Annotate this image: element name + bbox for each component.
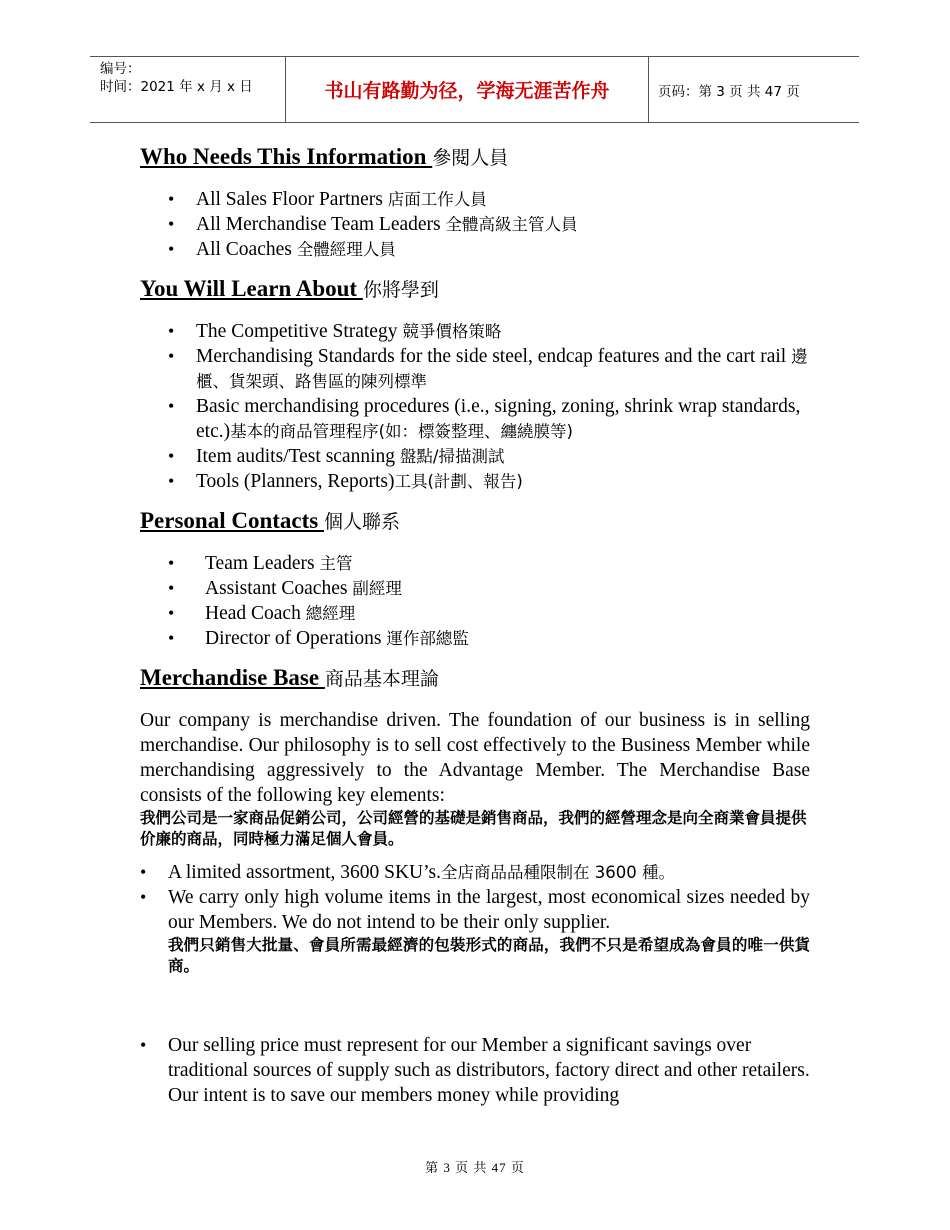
- base-paragraph-zh: 我們公司是一家商品促銷公司，公司經營的基礎是銷售商品，我們的經營理念是向全商業會員提供价廉的商品，同時極力滿足個人會員。: [140, 809, 807, 848]
- base-paragraph-en: Our company is merchandise driven. The foundation of our business is in selling merchandise. Our philosophy is to sell cost effectively to the Business Member while merchandising aggressively to the Advantage Member. The Merchandise Base consists of the following key elements:: [140, 710, 810, 806]
- section-title-base: Merchandise Base 商品基本理論: [140, 665, 439, 690]
- list-item: • All Sales Floor Partners 店面工作人員: [140, 187, 810, 212]
- page-footer: 第 3 页 共 47 页: [425, 1160, 525, 1175]
- list-item: • We carry only high volume items in the largest, most economical sizes needed by our Members. We do not intend to be their only supplier. 我們只銷售大批量、會員所需最經濟的包裝形式的商品，我們不只是希望成為會員的唯一供貨商。: [140, 885, 810, 977]
- list-item: • Merchandising Standards for the side steel, endcap features and the cart rail 邊櫃、貨架頭、路售區的陳列標準: [140, 344, 810, 394]
- list-item: • Tools (Planners, Reports)工具(計劃、報告): [140, 469, 810, 494]
- list-item: • Assistant Coaches 副經理: [140, 576, 810, 601]
- list-item: • All Coaches 全體經理人員: [140, 237, 810, 262]
- list-item: • Our selling price must represent for our Member a significant savings over traditional sources of supply such as distributors, factory direct and other retailers. Our intent is to save our members money while providing: [140, 1033, 810, 1108]
- header-meta: [90, 57, 286, 122]
- base-list-continued: [140, 1033, 810, 1108]
- list-item: • A limited assortment, 3600 SKU’s.全店商品品種限制在 3600 種。: [140, 860, 810, 885]
- list-item: • Basic merchandising procedures (i.e., signing, zoning, shrink wrap standards, etc.)基本的商品管理程序(如：標簽整理、纏繞膜等): [140, 394, 810, 444]
- list-item: • Head Coach 總經理: [140, 601, 810, 626]
- list-item: • Director of Operations 運作部總監: [140, 626, 810, 651]
- document-body: [140, 142, 810, 1120]
- document-number-label: 编号：: [100, 61, 141, 77]
- contacts-list: [140, 551, 810, 651]
- document-time-label: 时间：2021 年 x 月 x 日: [100, 79, 253, 95]
- list-item: • Item audits/Test scanning 盤點/掃描測試: [140, 444, 810, 469]
- base-list: [140, 860, 810, 977]
- section-title-learn: You Will Learn About 你將學到: [140, 276, 439, 301]
- learn-list: [140, 319, 810, 494]
- list-item: • All Merchandise Team Leaders 全體高級主管人員: [140, 212, 810, 237]
- section-title-contacts: Personal Contacts 個人聯系: [140, 508, 400, 533]
- page-header: [90, 56, 859, 123]
- who-list: [140, 187, 810, 262]
- section-title-who: Who Needs This Information 參閱人員: [140, 144, 509, 169]
- list-item: • Team Leaders 主管: [140, 551, 810, 576]
- list-item: • The Competitive Strategy 競爭價格策略: [140, 319, 810, 344]
- header-motto: 书山有路勤为径，学海无涯苦作舟: [286, 57, 649, 122]
- header-page-label: 页码：第 3 页 共 47 页: [658, 83, 800, 100]
